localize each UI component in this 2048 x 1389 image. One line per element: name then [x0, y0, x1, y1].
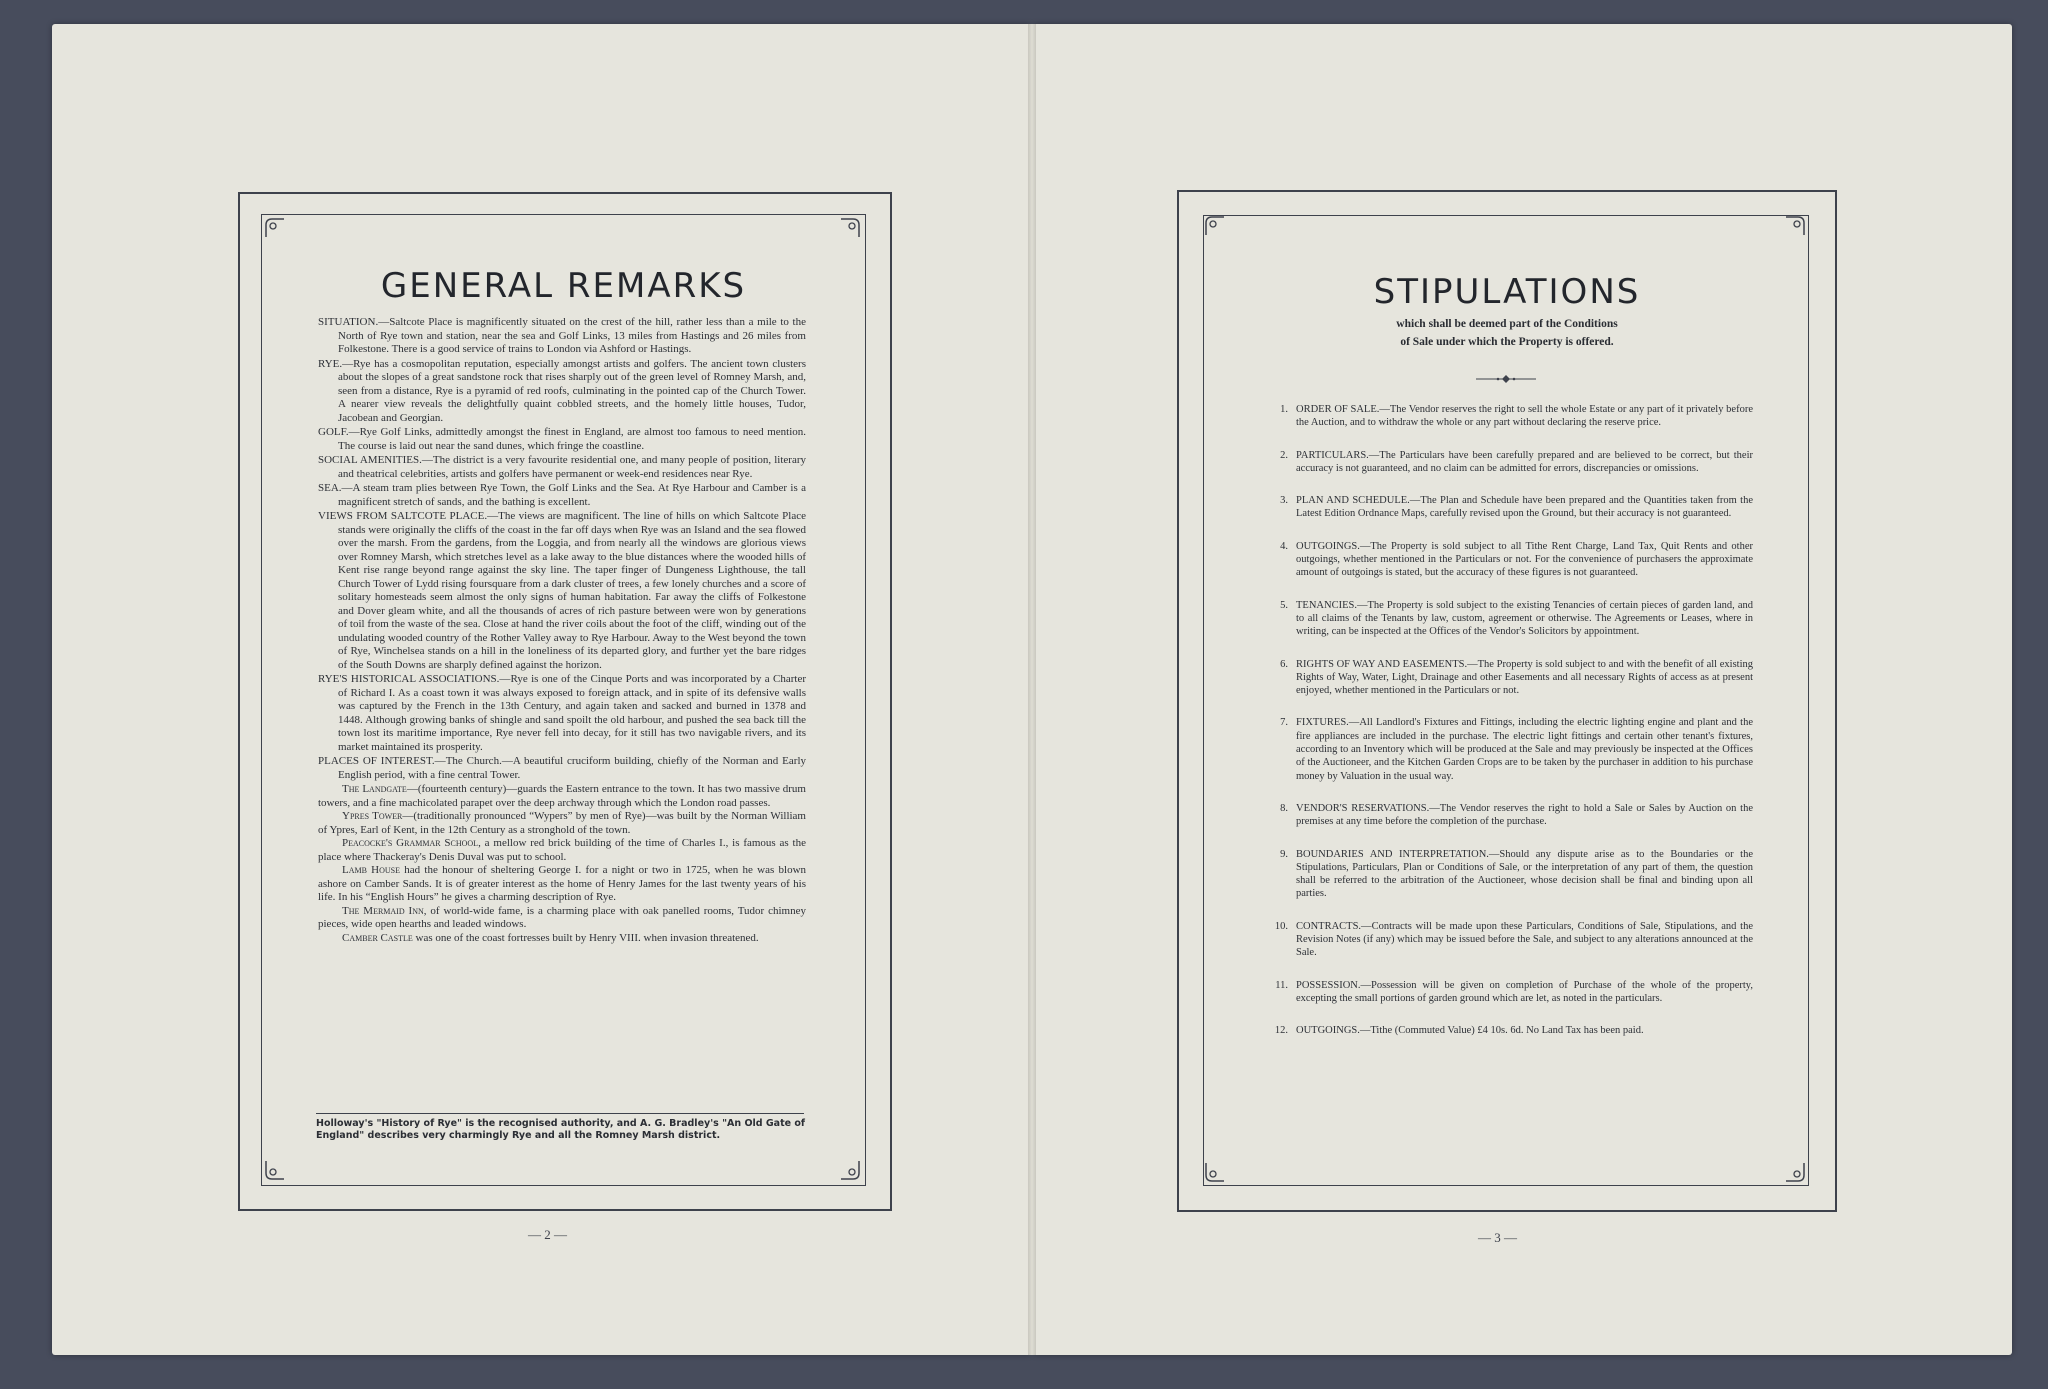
- stipulations-list: [1258, 403, 1753, 1057]
- stipulation-heading: RIGHTS OF WAY AND EASEMENTS.—: [1296, 658, 1478, 670]
- stipulation-text: [1296, 494, 1753, 521]
- place-of-interest: [318, 837, 806, 864]
- corner-flourish-icon: [264, 1159, 286, 1181]
- stipulation-heading: ORDER OF SALE.—: [1296, 404, 1390, 415]
- place-name: Peacocke's Grammar School: [342, 837, 479, 849]
- stipulation-body: The Vendor reserves the right to sell the whole Estate or any part of it privately before the Auction, and to withdraw the whole or any part without declaring the reserve price.: [1296, 404, 1753, 429]
- stipulation-item: [1258, 658, 1753, 698]
- general-remarks-title: GENERAL REMARKS: [380, 266, 747, 306]
- stipulation-text: [1296, 599, 1753, 639]
- stipulation-item: [1258, 802, 1753, 829]
- place-name: Lamb House: [342, 864, 401, 876]
- stipulation-heading: PARTICULARS.—: [1296, 449, 1380, 461]
- remark-section: [318, 755, 806, 782]
- remark-heading: RYE.—: [318, 357, 354, 370]
- stipulation-number: 10.: [1274, 920, 1288, 932]
- remark-text: Rye Golf Links, admittedly amongst the finest in England, are almost too famous to need mention. The course is laid out near the sand dunes, which fringe the coastline.: [338, 426, 806, 452]
- place-text: —(fourteenth century)—guards the Eastern entrance to the town. It has two massive drum towers, and a fine machicolated parapet over the deep archway through which the London road passes.: [318, 783, 806, 809]
- stipulation-item: [1258, 540, 1753, 580]
- stipulation-heading: OUTGOINGS.—: [1296, 1025, 1371, 1037]
- stipulation-body: The Particulars have been carefully prepared and are believed to be correct, but their accuracy is not guaranteed, and no claim can be admitted for errors, discrepancies or omissions.: [1296, 449, 1753, 474]
- remark-heading: VIEWS FROM SALTCOTE PLACE.—: [318, 510, 499, 522]
- stipulation-heading: CONTRACTS.—: [1296, 920, 1372, 932]
- divider-ornament-icon: [1476, 370, 1536, 378]
- remark-text: A steam tram plies between Rye Town, the Golf Links and the Sea. At Rye Harbour and Camber is a magnificent stretch of sands, and the bathing is excellent.: [338, 482, 806, 508]
- page-number-left: — 2 —: [528, 1227, 567, 1242]
- stipulation-number: 7.: [1280, 717, 1288, 729]
- stipulation-item: [1258, 494, 1753, 521]
- place-of-interest: [318, 864, 806, 905]
- stipulation-item: [1258, 1024, 1753, 1037]
- place-text: had the honour of sheltering George I. for a night or two in 1725, when he was blown ashore on Camber Sands. It is of greater interest as the home of Henry James for the last twenty years of his life. In his “English Hours” he gives a charming description of Rye.: [318, 864, 807, 903]
- stipulation-text: [1296, 403, 1753, 430]
- remark-heading: GOLF.—: [318, 426, 360, 438]
- place-of-interest: [318, 905, 806, 932]
- remark-text: Saltcote Place is magnificently situated on the crest of the hill, rather less than a mile to the North of Rye town and station, near the sea and Golf Links, 13 miles from Hastings and 26 miles from Folkestone. There is a good service of trains to London via Ashford or Hastings.: [338, 316, 806, 355]
- remark-heading: RYE'S HISTORICAL ASSOCIATIONS.—: [318, 673, 511, 685]
- stipulation-number: 8.: [1280, 802, 1288, 814]
- remark-heading: SITUATION.—: [318, 316, 390, 328]
- place-name: Camber Castle: [342, 931, 413, 944]
- stipulation-body: All Landlord's Fixtures and Fittings, including the electric lighting engine and plant and the fire appliances are included in the purchase. The electric light fittings and certain other tenant's fixtures, according to an Inventory which will be produced at the Sale and may previously be inspected at the Offices of the Auctioneer, and the Kitchen Garden Crops are to be taken by the purchaser in addition to his purchase money by Valuation in the usual way.: [1296, 717, 1753, 782]
- place-name: Ypres Tower: [342, 810, 403, 822]
- corner-flourish-icon: [1204, 215, 1226, 237]
- remark-section: [318, 454, 806, 481]
- stipulation-number: 6.: [1280, 658, 1288, 670]
- stipulation-number: 11.: [1275, 979, 1288, 991]
- general-remarks-footnote: Holloway's "History of Rye" is the recognised authority, and A. G. Bradley's "An Old Gate of England" describes very charmingly Rye and all the Romney Marsh district.: [316, 1118, 806, 1141]
- stipulation-heading: VENDOR'S RESERVATIONS.—: [1296, 802, 1440, 814]
- remark-section: [318, 673, 806, 754]
- remark-text: The Church.—A beautiful cruciform building, chiefly of the Norman and Early English period, with a fine central Tower.: [338, 755, 807, 781]
- general-remarks-body: [318, 316, 806, 945]
- stipulation-number: 9.: [1280, 848, 1288, 860]
- stipulation-number: 5.: [1280, 599, 1288, 611]
- stipulation-body: The Property is sold subject to and with the benefit of all existing Rights of Way, Water, Light, Drainage and other Easements and all necessary Rights of access as at present enjoyed, whether mentioned in the Particulars or not.: [1296, 658, 1754, 697]
- stipulation-heading: POSSESSION.—: [1296, 979, 1371, 991]
- stipulation-item: [1258, 403, 1753, 430]
- place-text: was one of the coast fortresses built by Henry VIII. when invasion threatened.: [412, 931, 759, 944]
- stipulation-heading: FIXTURES.—: [1296, 717, 1360, 729]
- place-name: The Mermaid Inn: [342, 904, 424, 917]
- stipulation-number: 2.: [1280, 449, 1288, 461]
- remark-section: [318, 482, 806, 509]
- stipulations-subtitle-line1: which shall be deemed part of the Conditions: [1396, 318, 1618, 330]
- stipulation-text: [1296, 920, 1753, 960]
- stipulation-text: [1296, 540, 1753, 580]
- stipulation-text: [1296, 979, 1753, 1006]
- remark-section: [318, 426, 806, 453]
- remark-text: Rye is one of the Cinque Ports and was incorporated by a Charter of Richard I. As a coast town it was always exposed to foreign attack, and in spite of its defensive walls was captured by the French in the 13th Century, and again taken and sacked and burned in 1378 and 1448. Although growing banks of shingle and sand spoilt the old harbour, and pushed the sea back till the town lost its maritime importance, Rye never fell into decay, for it still has two navigable rivers, and its market maintained its prosperity.: [338, 673, 807, 753]
- remark-heading: SEA.—: [318, 482, 353, 494]
- place-of-interest: [318, 783, 806, 810]
- stipulation-item: [1258, 920, 1753, 960]
- stipulation-body: The Property is sold subject to the existing Tenancies of certain pieces of garden land, and to all claims of the Tenants by law, custom, agreement or otherwise. The Agreements or Leases, where in writing, can be inspected at the Offices of the Vendor's Solicitors by appointment.: [1296, 599, 1753, 638]
- stipulations-title: STIPULATIONS: [1373, 272, 1641, 312]
- stipulation-heading: TENANCIES.—: [1296, 599, 1368, 611]
- stipulation-text: [1296, 848, 1753, 901]
- stipulation-item: [1258, 848, 1753, 901]
- stipulation-heading: OUTGOINGS.—: [1296, 540, 1371, 552]
- stipulation-body: Tithe (Commuted Value) £4 10s. 6d. No Land Tax has been paid.: [1370, 1025, 1644, 1037]
- corner-flourish-icon: [1784, 215, 1806, 237]
- stipulation-number: 4.: [1280, 540, 1288, 552]
- stipulation-text: [1296, 658, 1753, 698]
- remark-section: [318, 358, 806, 426]
- remark-text: The views are magnificent. The line of hills on which Saltcote Place stands were originally the cliffs of the coast in the far off days when Rye was an Island and the sea flowed over the marsh. From the gardens, from the Loggia, and from nearly all the windows are glorious views over Romney Marsh, which stretches level as a lake away to the blue distances where the wooded hills of Kent rise range beyond range against the sky line. The taper finger of Dungeness Lighthouse, the tall Church Tower of Lydd rising foursquare from a dark cluster of trees, a few lonely churches and a score of solitary homesteads seem almost the only signs of human habitation. Far away the cliffs of Folkestone and Dover gleam white, and all the thousands of acres of rich pasture between were won by generations of toil from the waste of the sea. Close at hand the river coils about the foot of the cliff, winding out of the undulating wooded country of the Rother Valley away to Rye Harbour. Away to the West beyond the town of Rye, Winchelsea stands on a hill in the loneliness of its departed glory, and further yet the bare ridges of the South Downs are sharply defined against the horizon.: [338, 510, 806, 671]
- remark-section: [318, 316, 806, 357]
- stipulation-body: Contracts will be made upon these Particulars, Conditions of Sale, Stipulations, and the Revision Notes (if any) which may be issued before the Sale, and subject to any alterations announced at the Sale.: [1296, 920, 1753, 959]
- stipulation-text: [1296, 802, 1753, 829]
- stipulation-item: [1258, 449, 1753, 476]
- stipulation-text: [1296, 449, 1753, 476]
- page-number-right: — 3 —: [1478, 1230, 1517, 1245]
- stipulation-body: The Plan and Schedule have been prepared and the Quantities taken from the Latest Edition Ordnance Maps, carefully revised upon the Ground, but their accuracy is not guaranteed.: [1296, 495, 1753, 520]
- stipulation-body: Should any dispute arise as to the Boundaries or the Stipulations, Particulars, Plan or Conditions of Sale, or the interpretation of any part of them, the question shall be referred to the arbitration of the Auctioneer, whose decision shall be final and binding upon all parties.: [1296, 848, 1753, 900]
- corner-flourish-icon: [839, 1159, 861, 1181]
- footnote-rule: [316, 1113, 804, 1114]
- corner-flourish-icon: [839, 217, 861, 239]
- stipulation-text: [1296, 716, 1753, 782]
- stipulation-heading: BOUNDARIES AND INTERPRETATION.—: [1296, 848, 1500, 860]
- stipulation-item: [1258, 599, 1753, 639]
- stipulation-number: 1.: [1280, 404, 1288, 415]
- book-spine: [1028, 24, 1036, 1355]
- remark-heading: SOCIAL AMENITIES.—: [318, 454, 433, 466]
- remark-text: The district is a very favourite residential one, and many people of position, literary and theatrical celebrities, artists and golfers have permanent or week-end residences near Rye.: [338, 454, 806, 480]
- corner-flourish-icon: [1784, 1161, 1806, 1183]
- place-text: , a mellow red brick building of the time of Charles I., is famous as the place where Thackeray's Denis Duval was put to school.: [318, 837, 806, 863]
- corner-flourish-icon: [1204, 1161, 1226, 1183]
- remark-text: Rye has a cosmopolitan reputation, especially amongst artists and golfers. The ancient town clusters about the slopes of a great sandstone rock that rises sharply out of the green level of Romney Marsh, and, seen from a distance, Rye is a pyramid of red roofs, culminating in the pointed cap of the Church Tower. A nearer view reveals the delightfully quaint cobbled streets, and the homely little houses, Tudor, Jacobean and Georgian.: [338, 357, 806, 424]
- place-name: The Landgate: [342, 783, 407, 795]
- stipulation-number: 3.: [1280, 495, 1288, 507]
- stipulations-subtitle-line2: of Sale under which the Property is offered.: [1400, 336, 1614, 348]
- stipulation-body: Possession will be given on completion of Purchase of the whole of the property, excepting the small portions of garden ground which are let, as noted in the particulars.: [1296, 979, 1753, 1004]
- place-of-interest: [318, 932, 806, 946]
- stipulation-text: [1296, 1024, 1753, 1037]
- place-text: —(traditionally pronounced “Wypers” by men of Rye)—was built by the Norman William of Ypres, Earl of Kent, in the 12th Century as a stronghold of the town.: [318, 810, 806, 836]
- stipulation-body: The Property is sold subject to all Tithe Rent Charge, Land Tax, Quit Rents and other outgoings, whether mentioned in the Particulars or not. For the convenience of purchasers the approximate amount of outgoings is stated, but the accuracy of these figures is not guaranteed.: [1296, 540, 1753, 579]
- stipulation-item: [1258, 979, 1753, 1006]
- corner-flourish-icon: [264, 217, 286, 239]
- stipulation-heading: PLAN AND SCHEDULE.—: [1296, 495, 1421, 507]
- remark-section: [318, 510, 806, 672]
- remark-heading: PLACES OF INTEREST.—: [318, 755, 446, 767]
- stipulation-body: The Vendor reserves the right to hold a Sale or Sales by Auction on the premises at any time before the completion of the purchase.: [1296, 802, 1753, 828]
- place-text: , of world-wide fame, is a charming place with oak panelled rooms, Tudor chimney pieces, wide open hearths and leaded windows.: [318, 904, 806, 930]
- stipulation-number: 12.: [1274, 1025, 1288, 1037]
- stipulation-item: [1258, 716, 1753, 782]
- place-of-interest: [318, 810, 806, 837]
